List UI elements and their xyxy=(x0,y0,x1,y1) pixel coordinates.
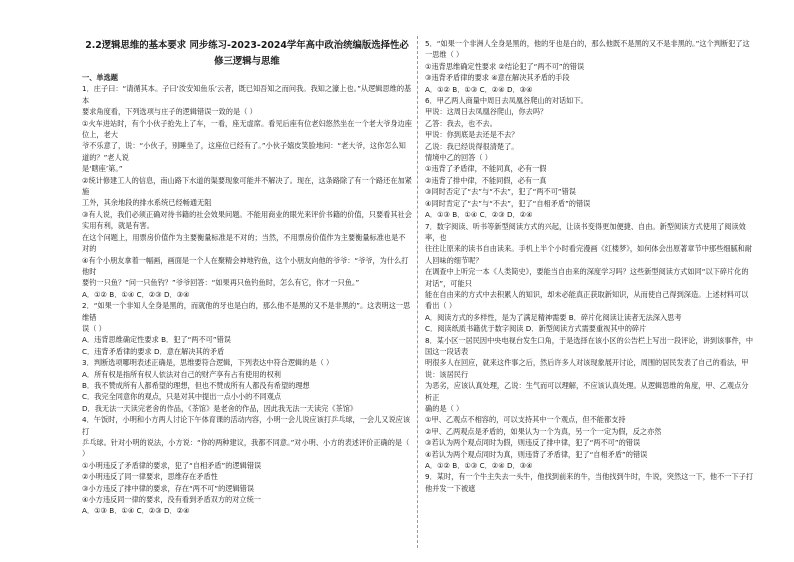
text-line: 甲说：你到底是去还是不去？ xyxy=(425,130,519,140)
text-line: ③有人说，我们必须正确对待书籍的社会效果问题。不能用商业的眼光来评价书籍的价值，只要看其社会实用有利，就是有害。 xyxy=(82,209,412,231)
text-line: 9．某时，有一个牛主失去一头牛，他找到前来的牛，当他找到牛时，牛说，突然这一下，他不一下子打他并发一下被遮 xyxy=(425,472,754,493)
text-line: ④若认为两个观点同时为真，则违背了矛盾律，犯了“自相矛盾”的错误 xyxy=(425,449,648,459)
text-line: 确的是（ ） xyxy=(425,404,464,413)
text-line: 乙说：我已经说得很清楚了。 xyxy=(425,141,519,151)
text-line: A．所有权是指所有权人依法对自己的财产享有占有使用的权利 xyxy=(82,369,281,379)
text-line: ②小明违反了同一律要求，思维存在矛盾性 xyxy=(82,472,218,482)
text-line: A．阅读方式的多样性，是为了满足精神需要 B．碎片化阅读让读者无法深入思考 xyxy=(425,312,682,322)
text-line: ④有个小朋友拿着一幅画，画面是一个人在聚精会神地钓鱼，这个小朋友向他的爷爷：“爷爷，为什么打他时 xyxy=(82,255,409,276)
text-line: A．①② B．①④ C．②③ D．③④ xyxy=(82,289,190,299)
left-column xyxy=(82,38,412,517)
text-line: ①小明违反了矛盾律的要求，犯了“自相矛盾”的逻辑错误 xyxy=(82,460,262,470)
text-line: ④同时肯定了“去”与“不去”，犯了“自相矛盾”的错误 xyxy=(425,198,591,208)
text-line: 5．“如果一个非洲人全身是黑的，他的牙也是白的，那么他既不是黑的又不是非黑的。”这个判断犯了这一思维（ ） xyxy=(425,39,750,60)
text-line: ①火车进站时，有个小伙子抢先上了车，一看，座无虚席。看见后座有位老妇悠然坐在一个老大爷身边座位上，老大 xyxy=(82,118,412,140)
text-line: ③违背矛盾律的要求 ④意在解决其矛盾的手段 xyxy=(425,73,570,83)
text-line: 3．判断选项哪明表述正确是，思维要符合逻辑，下列表达中符合逻辑的是（ ） xyxy=(82,358,334,368)
text-line: 在调查中上听完一本《人类简史》，要能当自由来的深度学习吗？这些新型阅读方式如同“以下碎片化的对话”，可能只 xyxy=(425,267,749,288)
text-line: ①违背了矛盾律，不能同真，必有一假 xyxy=(425,164,547,174)
text-line: D．我无法一天读完老舍的作品，《茶馆》是老舍的作品，因此我无法一天读完《茶馆》 xyxy=(82,403,358,413)
right-question-list xyxy=(425,38,755,494)
title-line-1: 2.2逻辑思维的基本要求 同步练习-2023-2024学年高中政治统编版选择性必 xyxy=(85,40,409,51)
text-line: B．我不赞成所有人都希望的理想，但也不赞成所有人都没有希望的理想 xyxy=(82,380,310,390)
text-line: ③同时否定了“去”与“不去”，犯了“两不可”错误 xyxy=(425,187,576,197)
text-line: ③若认为两个观点同时为假，则违反了排中律，犯了“两不可”的错误 xyxy=(425,438,641,448)
text-line: A．①③ B．①④ C．②③ D．②④ xyxy=(82,506,190,516)
text-line: C．违背矛盾律的要求 D．意在解决其的矛盾 xyxy=(82,346,225,356)
text-line: ①甲、乙观点不相容的，可以支持其中一个观点，但不能都支持 xyxy=(425,415,626,425)
text-line: C．阅读纸质书籍优于数字阅读 D．新型阅读方式需要重视其中的碎片 xyxy=(425,324,647,334)
text-line: ②统计修建工人的信息，南山路下水道的渠要现象可能并不解决了。现在，这条路除了有一个路还在加紧施 xyxy=(82,175,412,197)
text-line: 在这个问题上，用票房价值作为主要衡量标准是不对的；当然，不用票房价值作为主要衡量标准也是不对的 xyxy=(82,232,406,254)
text-line: ①违背思维确定性要求 ②结论犯了“两不可”的错误 xyxy=(425,61,585,71)
text-line: 乙答：我去，也不去。 xyxy=(425,118,497,128)
text-line: 误（ ） xyxy=(82,323,106,333)
text-line: A．①② B．①③ C．②④ D．③④ xyxy=(425,461,533,471)
title-line-2: 修三逻辑与思维 xyxy=(214,56,280,67)
text-line: 8．某小区一居民因中央电视台发生口角，于是选择在该小区的公告栏上写出一段评论，讲到该事件，中国这一段话表 xyxy=(425,335,754,356)
text-line: 往往让原来的读书自由读来。手机上半个小时看完漫画《红楼梦》，如何体会出原著章节中那些细腻和耐人回味的细节呢？ xyxy=(425,244,753,265)
text-line: 6．甲乙两人商量中周日去凤凰谷爬山的对话如下。 xyxy=(425,96,588,106)
text-line: 是‘瞎座’第。” xyxy=(82,164,123,174)
text-line: A．①② B．①③ C．②④ D．③④ xyxy=(425,84,533,94)
text-line: A．违背思维确定性要求 B．犯了“两不可”错误 xyxy=(82,335,231,345)
text-line: C．我完全同意你的观点，只是对其中提出一点小小的不同观点 xyxy=(82,392,282,402)
text-line: ②甲、乙两观点是矛盾的，如果认为一个为真，另一个一定为假，反之亦然 xyxy=(425,426,662,436)
text-line: ④小方违反同一律的要求，没有看到矛盾双方的对立统一 xyxy=(82,495,261,505)
left-question-list xyxy=(82,83,412,516)
text-line: 7．数字阅读、听书等新型阅读方式的兴起，让读书变得更加便捷、自由。新型阅读方式使用了阅读效率，也 xyxy=(425,221,746,242)
text-line: 情境中乙的回答（ ） xyxy=(425,153,492,163)
text-line: 4．午饭时，小明和小方两人讨论下午体育课的活动内容，小明一会儿说应该打乒乓球，一会儿又说应该打 xyxy=(82,415,411,436)
text-line: 甲说：这周日去凤凰谷爬山，你去吗？ xyxy=(425,107,548,117)
text-line: 能在自由来的方式中去积累人的知识，却未必能真正获取新知识，从而使自己得到深造。上述材料可以看出（ ） xyxy=(425,289,749,311)
text-line: ③小方违反了排中律的要求，存在“两不可”的逻辑错误 xyxy=(82,483,255,493)
text-line: A．①③ B．①④ C．②③ D．②④ xyxy=(425,210,533,220)
text-line: 要钓一只鱼？”问一只鱼钓？”爷爷回答：“如果再只鱼钓鱼时，怎么有它，你才一只鱼。” xyxy=(82,278,360,288)
section-heading: 一、单选题 xyxy=(82,73,118,82)
text-line: 乒乓球。针对小明的说法，小方说：“你的两种建议，我都不同意。”对小明、小方的表述评价正确的是（ ） xyxy=(82,438,410,459)
text-line: 为恶劣，应该认真处理，乙说：生气而可以理解，不应该认真处理。从逻辑思维的角度，甲、乙观点分析正 xyxy=(425,381,749,402)
document-title xyxy=(82,38,412,70)
text-line: 工外，其余地段的排水系统已经畅通无阻 xyxy=(82,198,212,208)
text-line: 明很多人在回应，就来这件事之后，然后许多人对该现象展开讨论，周围的居民发表了自己的看法，甲说：该居民行 xyxy=(425,358,749,379)
column-divider xyxy=(417,36,418,548)
text-line: ②违背了排中律，不能同假，必有一真 xyxy=(425,175,547,185)
right-column xyxy=(425,38,755,494)
text-line: 要求角度看，下列选项与庄子的逻辑错误一致的是（ ） xyxy=(82,107,257,117)
text-line: 2．“如果一个非知人全身是黑的，而就他的牙也是白的，那么他不是黑的又不是非黑的”。这表明这一思维错 xyxy=(82,301,411,322)
text-line: 爷不乐意了，说：“小伙子，别睡坐了，这座位已经有了。”小伙子嬉皮笑脸地问：“老大爷，这你怎么知道的？”老人说 xyxy=(82,141,406,162)
text-line: 1．庄子曰：“请循其本。子曰‘汝安知鱼乐’云者，既已知吾知之而问我。我知之濠上也。”从逻辑思维的基本 xyxy=(82,84,412,105)
